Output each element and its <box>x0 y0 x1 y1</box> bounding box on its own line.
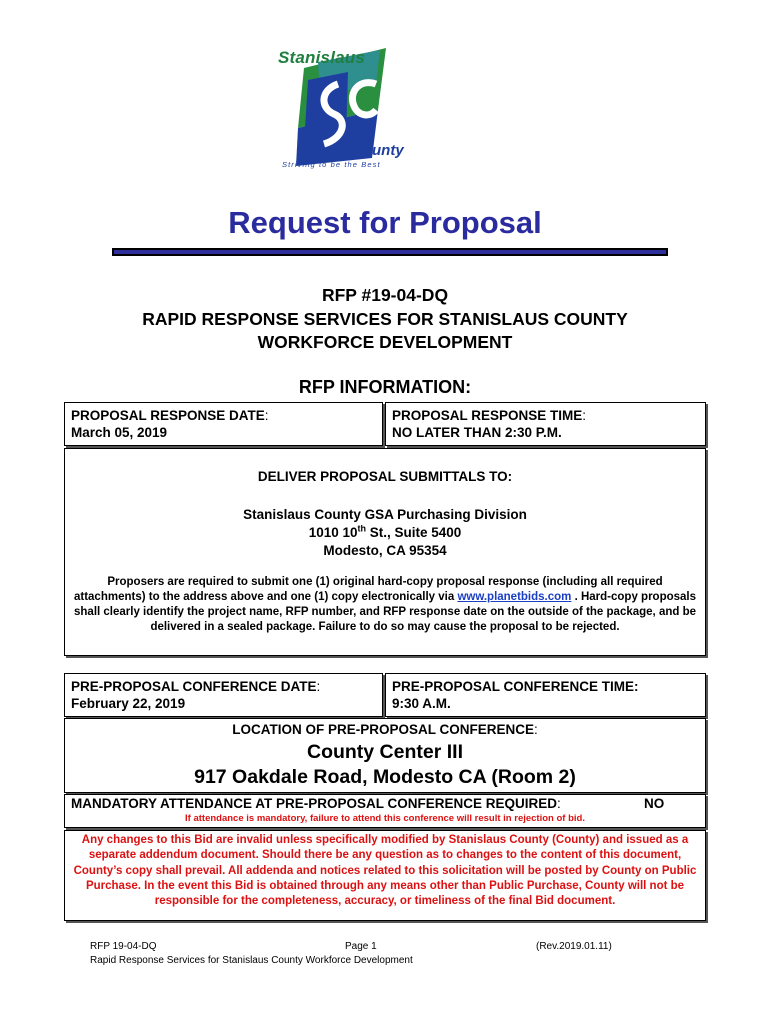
response-time-value: NO LATER THAN 2:30 P.M. <box>392 425 562 440</box>
document-title: Request for Proposal <box>228 205 542 240</box>
changes-notice-box <box>64 830 706 921</box>
proposal-response-time-box <box>385 402 706 446</box>
response-time-label: PROPOSAL RESPONSE TIME <box>392 408 583 423</box>
mandatory-colon: : <box>557 796 561 811</box>
footer-page-number: Page 1 <box>345 941 377 952</box>
location-heading-text: LOCATION OF PRE-PROPOSAL CONFERENCE <box>232 722 534 737</box>
address-line2-superscript: th <box>357 523 366 534</box>
logo-tagline: Striving to be the Best <box>282 160 381 169</box>
mandatory-attendance-box <box>64 794 706 828</box>
title-underline-bar <box>112 248 668 256</box>
rfp-name-line2: WORKFORCE DEVELOPMENT <box>257 332 513 352</box>
preconf-date-value: February 22, 2019 <box>71 696 186 711</box>
address-line3: Modesto, CA 95354 <box>323 543 447 558</box>
rfp-number: RFP #19-04-DQ <box>321 285 449 305</box>
footer-subtitle: Rapid Response Services for Stanislaus County Workforce Development <box>90 955 413 966</box>
mandatory-value: NO <box>644 796 665 811</box>
footer-revision: (Rev.2019.01.11) <box>536 941 612 952</box>
deliver-body-start: Proposers are required to submit one (1) original hard-copy proposal response (including all required attachments) to the address above and one (1) copy electronically via <box>73 576 663 603</box>
logo-county-text: County <box>352 142 404 159</box>
preconference-time-box <box>385 673 706 717</box>
footer-rfp-id: RFP 19-04-DQ <box>90 941 157 952</box>
response-date-colon: : <box>264 408 269 423</box>
deliver-body-end: . Hard-copy proposals shall clearly identify the project name, RFP number, and RFP response date on the outside of the package, and be delivered in a sealed package. Failure to do so may cause the proposal to be rejected. <box>74 591 696 633</box>
deliver-heading: DELIVER PROPOSAL SUBMITTALS TO: <box>257 469 513 484</box>
planetbids-link[interactable]: www.planetbids.com <box>457 591 572 603</box>
location-line2: 917 Oakdale Road, Modesto CA (Room 2) <box>194 766 576 788</box>
rfp-name-line1: RAPID RESPONSE SERVICES FOR STANISLAUS COUNTY <box>142 309 628 329</box>
preconference-location-box <box>64 718 706 793</box>
preconference-date-box <box>64 673 383 717</box>
deliver-submittals-box <box>64 448 706 656</box>
changes-notice-text: Any changes to this Bid are invalid unless specifically modified by Stanislaus County (County) and issued as a separate addendum document. Should there be any question as to changes to the content of this document, County’s copy shall prevail. All addenda and notices related to this solicitation will be posted by County on Public Purchase. In the event this Bid is obtained through any means other than Public Purchase, County will not be responsible for the completeness, accuracy, or timeliness of the final Bid document. <box>73 834 697 908</box>
preconf-date-label: PRE-PROPOSAL CONFERENCE DATE <box>71 679 317 694</box>
mandatory-label <box>71 796 561 811</box>
location-heading <box>65 722 705 737</box>
response-time-colon: : <box>582 408 587 423</box>
mandatory-label-text: MANDATORY ATTENDANCE AT PRE-PROPOSAL CONFERENCE REQUIRED <box>71 796 558 811</box>
mandatory-note: If attendance is mandatory, failure to attend this conference will result in rejection of bid. <box>185 813 585 824</box>
address-line2 <box>65 525 705 540</box>
address-line2-number: 1010 10 <box>308 525 358 540</box>
preconf-date-colon: : <box>316 679 321 694</box>
location-heading-colon: : <box>534 722 538 737</box>
location-line1: County Center III <box>306 741 463 763</box>
response-date-label: PROPOSAL RESPONSE DATE <box>71 408 265 423</box>
address-line1: Stanislaus County GSA Purchasing Division <box>243 507 527 522</box>
preconf-time-label: PRE-PROPOSAL CONFERENCE TIME: <box>392 679 639 694</box>
rfp-information-heading: RFP INFORMATION: <box>298 377 472 397</box>
preconf-time-value: 9:30 A.M. <box>392 696 451 711</box>
address-line2-street: St., Suite 5400 <box>366 525 462 540</box>
deliver-instructions <box>71 575 699 635</box>
response-date-value: March 05, 2019 <box>71 425 168 440</box>
logo-top-text: Stanislaus <box>278 48 366 67</box>
stanislaus-county-logo <box>268 40 418 175</box>
proposal-response-date-box <box>64 402 383 446</box>
